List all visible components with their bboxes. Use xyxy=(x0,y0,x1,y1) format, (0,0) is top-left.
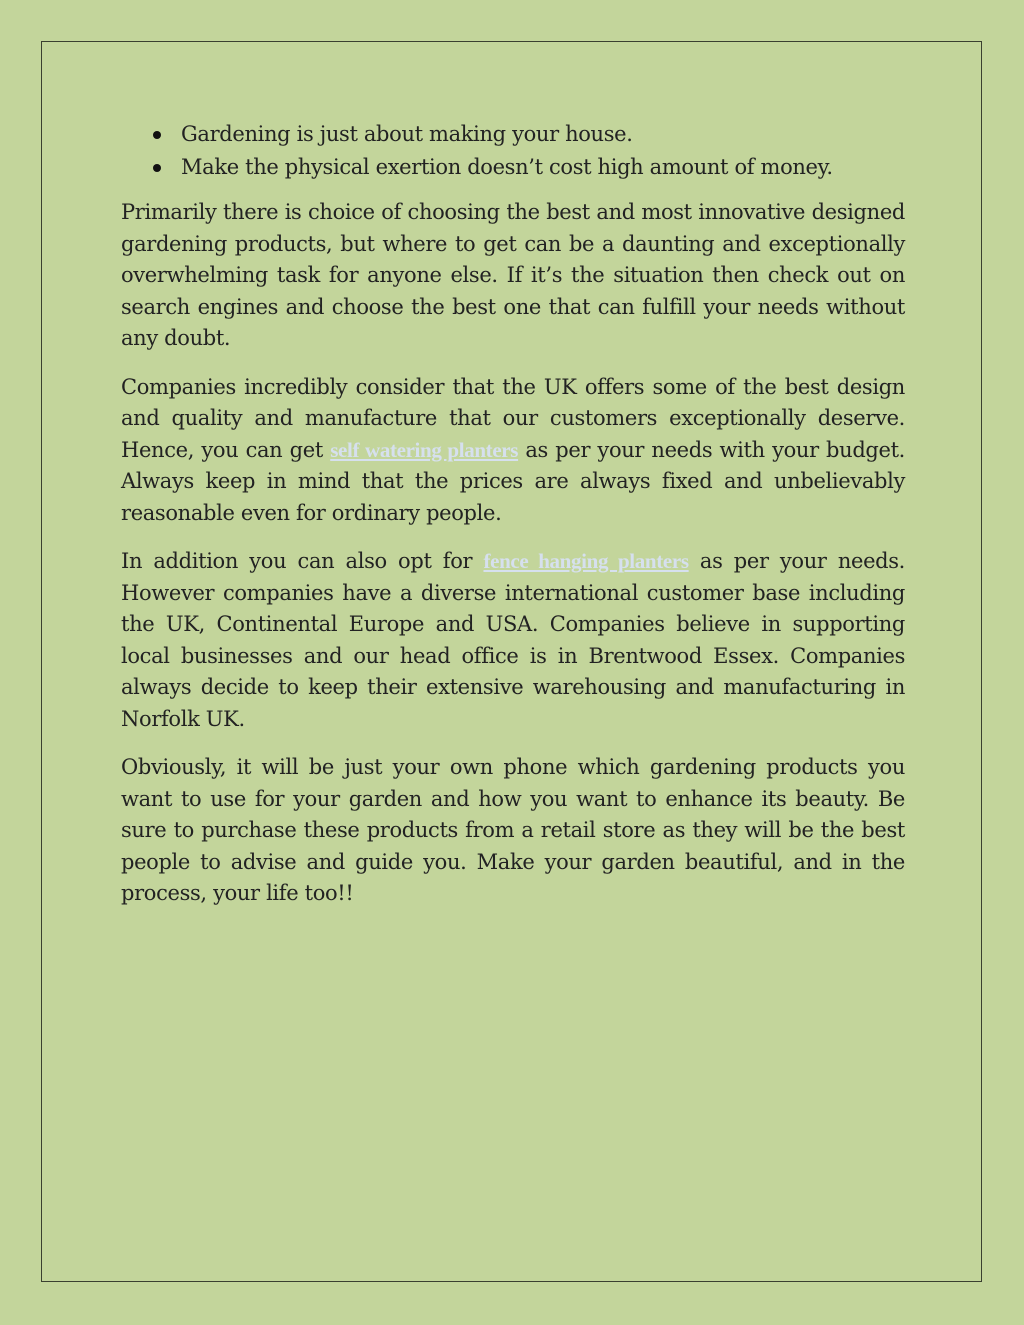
paragraph-text: Obviously, it will be just your own phone which gardening products you want to use for your garden and how you want to enhance its beauty. Be sure to purchase these products from a retail store as they will be the best people to advise and guide you. Make your garden beautiful, and in the process, your life too!! xyxy=(121,755,905,905)
paragraph-fence-planters xyxy=(121,546,905,735)
bullet-icon xyxy=(153,164,161,172)
paragraph-text: as per your needs with your budget. Always keep in mind that the prices are always fixed and unbelievably reasonable even for ordinary people. xyxy=(121,437,905,525)
list-item-text: Gardening is just about making your house. xyxy=(181,122,633,146)
paragraph-conclusion xyxy=(121,752,905,910)
list-item-text: Make the physical exertion doesn’t cost high amount of money. xyxy=(181,155,833,179)
list-item xyxy=(121,118,905,151)
paragraph-uk-quality xyxy=(121,372,905,530)
paragraph-text: as per your needs. However companies have a diverse international customer base including the UK, Continental Europe and USA. Companies believe in supporting local businesses and our head office is in Brentwood Essex. Companies always decide to keep their extensive warehousing and manufacturing in Norfolk UK. xyxy=(121,549,905,731)
paragraph-text: Primarily there is choice of choosing the best and most innovative designed gardening products, but where to get can be a daunting and exceptionally overwhelming task for anyone else. If it’s the situation then check out on search engines and choose the best one that can fulfill your needs without any doubt. xyxy=(121,200,905,350)
fence-hanging-planters-link[interactable]: fence hanging planters xyxy=(483,549,689,573)
list-item xyxy=(121,151,905,184)
paragraph-choosing-products xyxy=(121,197,905,355)
bullet-icon xyxy=(153,131,161,139)
self-watering-planters-link[interactable]: self watering planters xyxy=(330,437,519,462)
paragraph-text: In addition you can also opt for xyxy=(121,549,484,573)
bullet-list xyxy=(121,118,905,184)
paragraph-text: Companies incredibly consider that the UK offers some of the best design and quality and manufacture that our customers exceptionally deserve. Hence, you can get xyxy=(121,374,905,462)
document-body xyxy=(121,118,905,927)
